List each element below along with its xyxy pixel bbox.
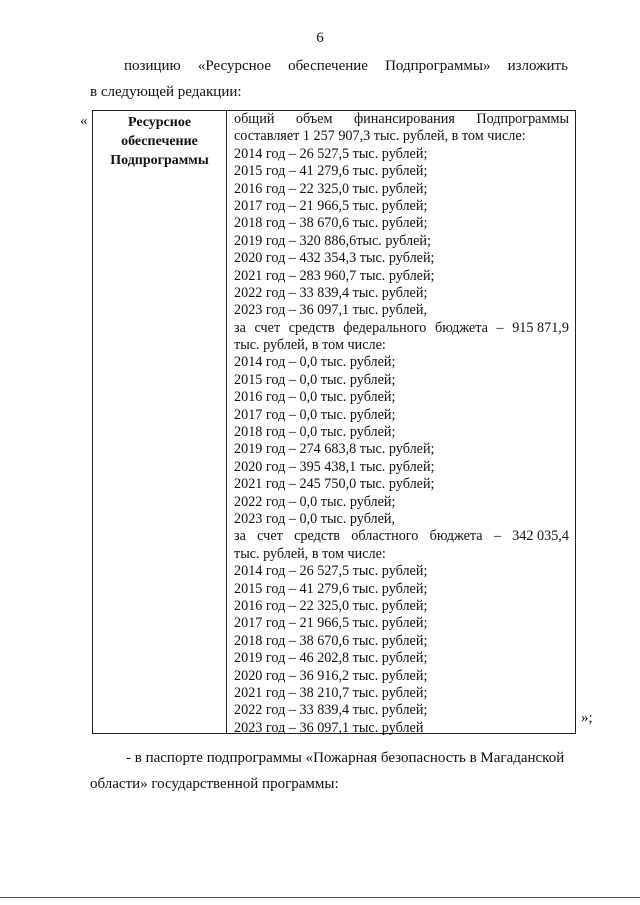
funding-line: 2016 год – 0,0 тыс. рублей; [234, 389, 396, 406]
closing-quote: »; [581, 710, 593, 726]
funding-line: 2021 год – 245 750,0 тыс. рублей; [234, 476, 435, 493]
page-bottom-divider [0, 897, 640, 898]
regional-budget-heading [234, 528, 575, 545]
funding-line: 2019 год – 274 683,8 тыс. рублей; [234, 441, 435, 458]
funding-line: 2020 год – 395 438,1 тыс. рублей; [234, 458, 435, 475]
row-header-line: обеспечение [121, 134, 198, 149]
funding-line: 2014 год – 26 527,5 тыс. рублей; [234, 145, 428, 162]
page-number: 6 [316, 30, 324, 46]
funding-line: 2023 год – 0,0 тыс. рублей, [234, 510, 396, 527]
funding-line: 2017 год – 21 966,5 тыс. рублей; [234, 615, 428, 632]
funding-line: 2020 год – 36 916,2 тыс. рублей; [234, 667, 428, 684]
funding-line: 2019 год – 320 886,6тыс. рублей; [234, 232, 431, 249]
bottom-paragraph-line-2: области» государственной программы: [90, 776, 339, 792]
word: средств [294, 528, 341, 545]
table-row-header [93, 111, 227, 733]
funding-line: 2016 год – 22 325,0 тыс. рублей; [234, 180, 428, 197]
word: бюджета [429, 528, 483, 545]
funding-line: 2021 год – 38 210,7 тыс. рублей; [234, 684, 428, 701]
funding-line: 2017 год – 21 966,5 тыс. рублей; [234, 197, 428, 214]
word: счет [254, 319, 281, 336]
funding-line: 2016 год – 22 325,0 тыс. рублей; [234, 597, 428, 614]
funding-line: 2017 год – 0,0 тыс. рублей; [234, 406, 396, 423]
word: средств [288, 319, 335, 336]
funding-line: 2021 год – 283 960,7 тыс. рублей; [234, 267, 435, 284]
funding-line: 2022 год – 0,0 тыс. рублей; [234, 493, 396, 510]
word: 915 871,9 [512, 319, 569, 336]
word: общий [234, 111, 275, 127]
funding-line: 2023 год – 36 097,1 тыс. рублей, [234, 302, 427, 319]
funding-line: 2018 год – 38 670,6 тыс. рублей; [234, 632, 428, 649]
federal-budget-heading [234, 320, 575, 337]
word: бюджета [435, 319, 488, 336]
word: финансирования [353, 111, 455, 127]
word: Подпрограммы [476, 111, 569, 127]
intro-word: обеспечение [288, 58, 368, 74]
opening-quote: « [80, 113, 88, 129]
intro-word: Подпрограммы» [385, 58, 491, 74]
funding-details [227, 111, 575, 736]
word: – [493, 528, 501, 545]
funding-line: 2014 год – 0,0 тыс. рублей; [234, 354, 396, 371]
row-header-line: Ресурсное [127, 115, 192, 130]
funding-line: 2023 год – 36 097,1 тыс. рублей [234, 719, 424, 736]
row-header-line: Подпрограммы [110, 153, 209, 168]
word: 342 035,4 [512, 528, 569, 545]
resource-table [92, 110, 576, 734]
funding-line: 2018 год – 0,0 тыс. рублей; [234, 424, 396, 441]
word: – [496, 319, 504, 336]
funding-line: тыс. рублей, в том числе: [234, 545, 386, 562]
funding-line: 2020 год – 432 354,3 тыс. рублей; [234, 250, 435, 267]
funding-line: тыс. рублей, в том числе: [234, 337, 386, 354]
funding-total-heading [234, 111, 575, 128]
funding-line: 2018 год – 38 670,6 тыс. рублей; [234, 215, 428, 232]
bottom-paragraph-line-1: - в паспорте подпрограммы «Пожарная безопасность в Магаданской [126, 750, 565, 766]
intro-word: позицию [124, 58, 181, 74]
funding-line: 2019 год – 46 202,8 тыс. рублей; [234, 650, 428, 667]
word: за [234, 528, 246, 545]
funding-line: 2015 год – 41 279,6 тыс. рублей; [234, 580, 428, 597]
intro-word: «Ресурсное [197, 58, 272, 74]
funding-line: 2015 год – 41 279,6 тыс. рублей; [234, 163, 428, 180]
funding-line: 2022 год – 33 839,4 тыс. рублей; [234, 702, 428, 719]
funding-line: 2022 год – 33 839,4 тыс. рублей; [234, 284, 428, 301]
intro-line-1 [124, 58, 568, 75]
word: счет [257, 528, 283, 545]
funding-line: 2014 год – 26 527,5 тыс. рублей; [234, 563, 428, 580]
intro-line-2: в следующей редакции: [90, 84, 242, 100]
intro-word: изложить [507, 58, 568, 74]
word: областного [351, 528, 419, 545]
funding-line: составляет 1 257 907,3 тыс. рублей, в том числе: [234, 128, 526, 145]
word: объем [295, 111, 333, 127]
word: за [234, 319, 246, 336]
funding-line: 2015 год – 0,0 тыс. рублей; [234, 371, 396, 388]
word: федерального [343, 319, 427, 336]
